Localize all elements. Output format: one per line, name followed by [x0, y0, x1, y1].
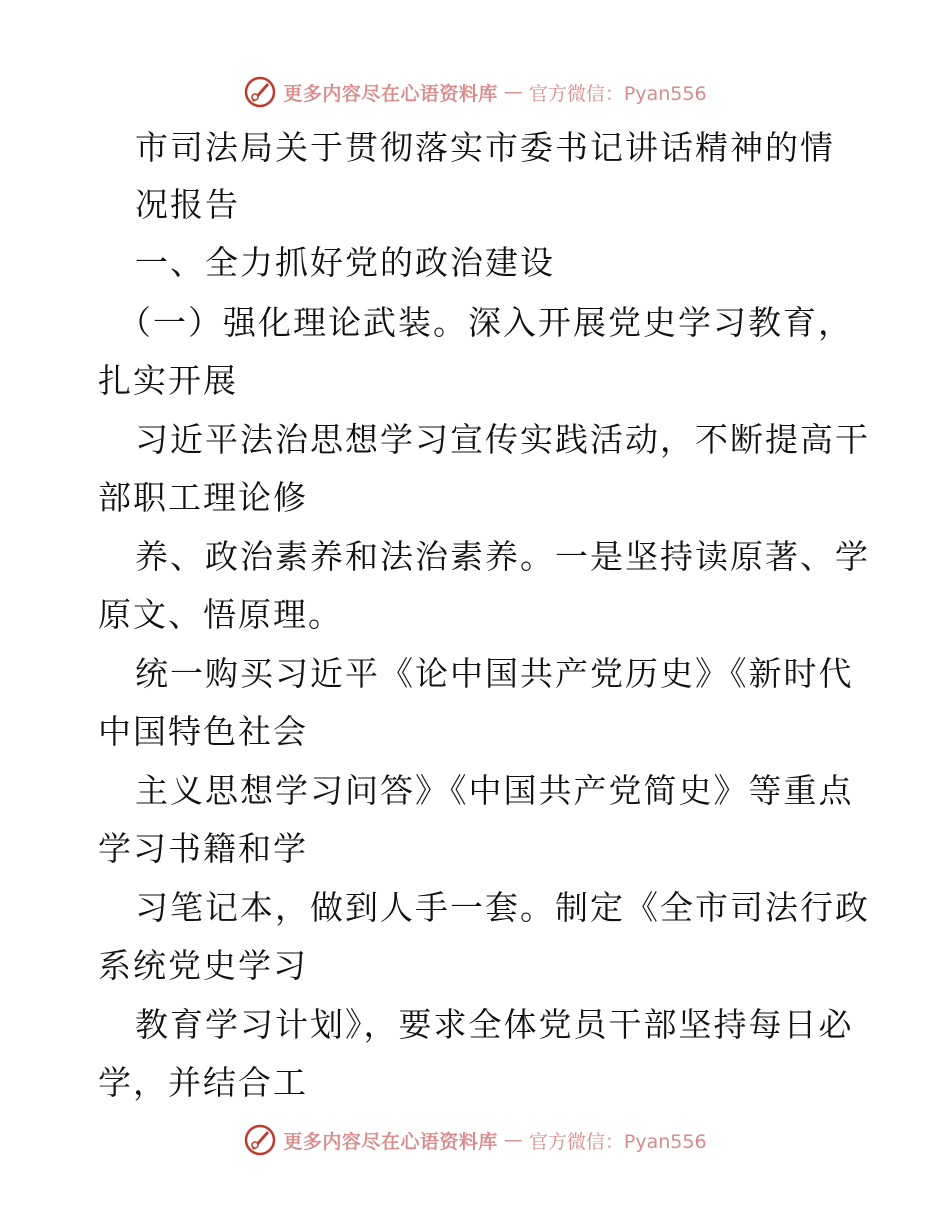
title-line-2: 况报告 [135, 185, 240, 224]
body-line: 部职工理论修 [98, 478, 308, 517]
banner-wechat: 官方微信：Pyan556 [528, 1130, 707, 1153]
body-line: 原文、悟原理。 [98, 595, 343, 634]
body-line: 学，并结合工 [98, 1063, 308, 1102]
body-line: 教育学习计划》，要求全体党员干部坚持每日必 [135, 1005, 854, 1044]
banner-text: 更多内容尽在心语资料库 [283, 1130, 498, 1153]
body-line: 主义思想学习问答》《中国共产党简史》等重点 [135, 771, 854, 810]
quill-logo-icon [243, 1123, 277, 1157]
banner-wechat: 官方微信：Pyan556 [528, 82, 707, 105]
banner-separator: — [503, 81, 523, 103]
body-line: 习近平法治思想学习宣传实践活动，不断提高干 [135, 420, 870, 459]
body-line: 系统党史学习 [98, 946, 308, 985]
section-heading: 一、全力抓好党的政治建设 [135, 243, 555, 282]
title-line-1: 市司法局关于贯彻落实市委书记讲话精神的情 [135, 128, 835, 167]
body-line: （一）强化理论武装。深入开展党史学习教育， [118, 303, 853, 342]
body-line: 养、政治素养和法治素养。一是坚持读原著、学 [135, 537, 870, 576]
body-line: 统一购买习近平《论中国共产党历史》《新时代 [135, 654, 854, 693]
body-line: 学习书籍和学 [98, 829, 308, 868]
banner-text: 更多内容尽在心语资料库 [283, 82, 498, 105]
footer-banner [0, 1120, 950, 1160]
header-banner [0, 72, 950, 112]
body-line: 习笔记本，做到人手一套。制定《全市司法行政 [135, 888, 870, 927]
body-line: 中国特色社会 [98, 712, 308, 751]
quill-logo-icon [243, 75, 277, 109]
banner-separator: — [503, 1129, 523, 1151]
body-line: 扎实开展 [98, 361, 238, 400]
